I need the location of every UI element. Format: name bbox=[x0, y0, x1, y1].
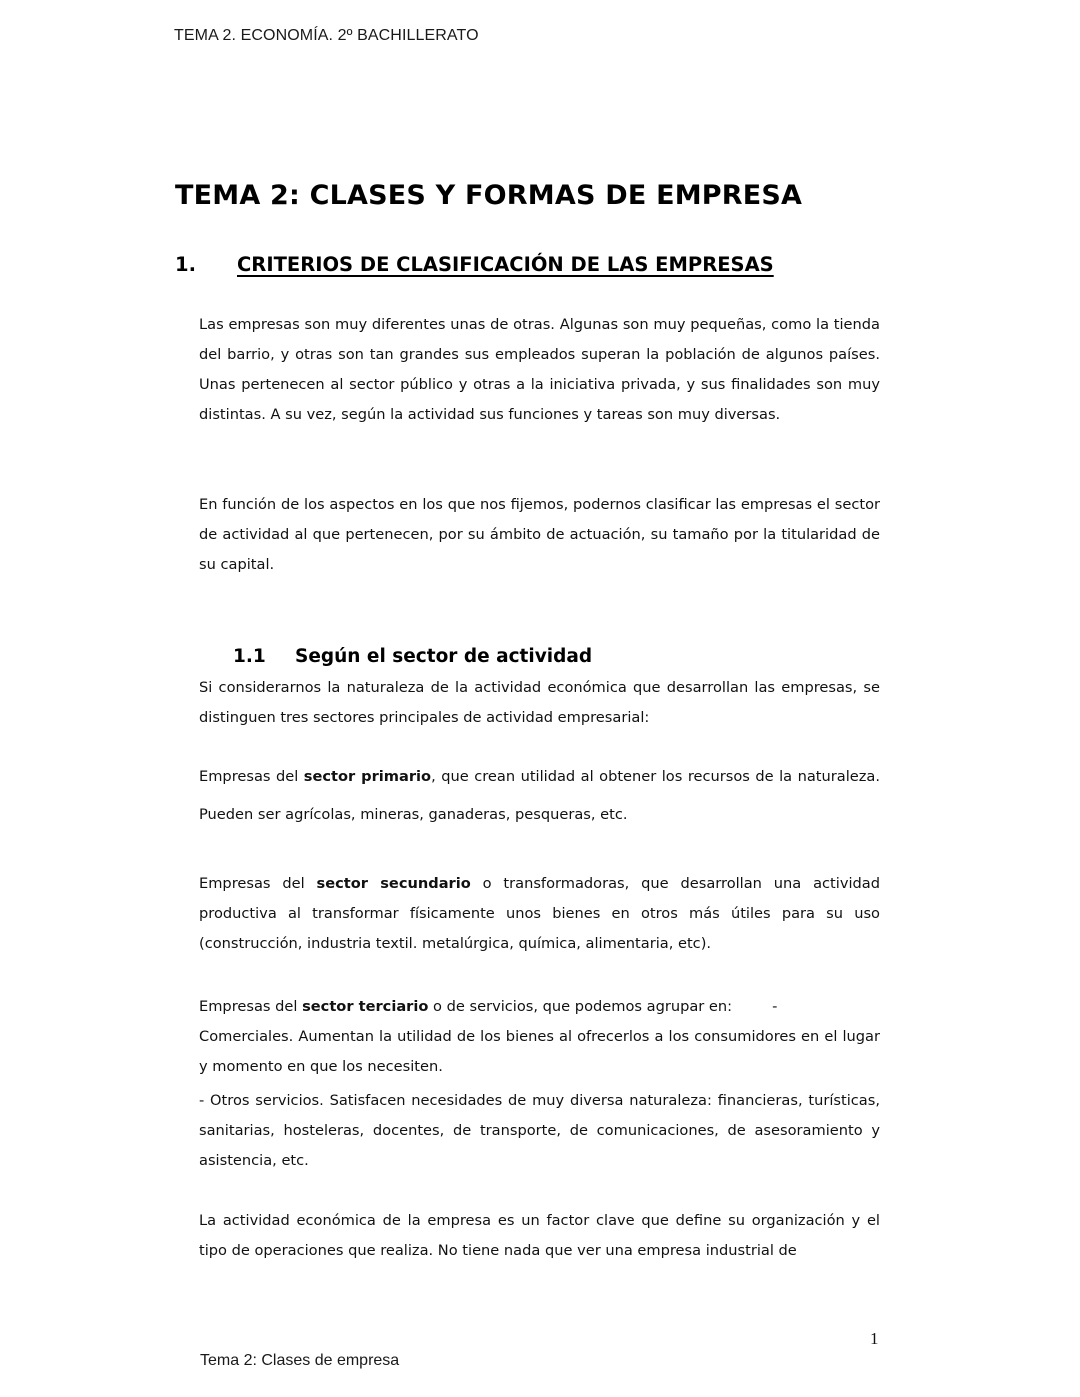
running-header: TEMA 2. ECONOMÍA. 2º BACHILLERATO bbox=[174, 27, 479, 44]
intro-paragraph-2: En función de los aspectos en los que nos fijemos, podernos clasificar las empresas el sector de actividad al que pertenecen, por su ámbito de actuación, su tamaño por la titularidad de su capital. bbox=[199, 496, 880, 573]
primario-suffix: , que crean utilidad al obtener los recursos de la naturaleza. Pueden ser agrícolas, mineras, ganaderas, pesqueras, etc. bbox=[199, 768, 880, 823]
section-heading-1 bbox=[175, 253, 875, 276]
subsection-label: Según el sector de actividad bbox=[295, 646, 593, 667]
closing-paragraph: La actividad económica de la empresa es un factor clave que define su organización y el tipo de operaciones que realiza. No tiene nada que ver una empresa industrial de bbox=[199, 1212, 880, 1259]
terciario-term: sector terciario bbox=[302, 998, 429, 1015]
section-number: 1. bbox=[175, 253, 196, 276]
terciario-dash: - bbox=[772, 998, 778, 1015]
sector-primario-paragraph bbox=[199, 758, 880, 834]
primario-term: sector primario bbox=[303, 768, 432, 785]
sector-intro-paragraph: Si considerarnos la naturaleza de la actividad económica que desarrollan las empresas, se distinguen tres sectores principales de actividad empresarial: bbox=[199, 679, 880, 726]
secundario-prefix: Empresas del bbox=[199, 875, 317, 892]
secundario-term: sector secundario bbox=[316, 875, 471, 892]
page-number: 1 bbox=[870, 1329, 879, 1348]
primario-prefix: Empresas del bbox=[199, 768, 304, 785]
terciario-comerciales: Comerciales. Aumentan la utilidad de los bienes al ofrecerlos a los consumidores en el lugar y momento en que los necesiten. bbox=[199, 1028, 880, 1075]
intro-paragraph-1: Las empresas son muy diferentes unas de otras. Algunas son muy pequeñas, como la tienda del barrio, y otras son tan grandes sus empleados superan la población de algunos países. Unas pertenecen al sector público y otras a la iniciativa privada, y sus finalidades son muy distintas. A su vez, según la actividad sus funciones y tareas son muy diversas. bbox=[199, 316, 880, 423]
terciario-suffix: o de servicios, que podemos agrupar en: bbox=[428, 998, 733, 1015]
sector-secundario-paragraph bbox=[199, 869, 880, 959]
document-title: TEMA 2: CLASES Y FORMAS DE EMPRESA bbox=[175, 180, 803, 211]
terciario-otros-servicios: - Otros servicios. Satisfacen necesidades de muy diversa naturaleza: financieras, turísticas, sanitarias, hosteleras, docentes, de transporte, de comunicaciones, de asesoramiento y asistencia, etc. bbox=[199, 1092, 880, 1169]
sector-terciario-paragraph bbox=[199, 992, 880, 1022]
terciario-prefix: Empresas del bbox=[199, 998, 303, 1015]
secundario-suffix: o transformadoras, que desarrollan una actividad productiva al transformar físicamente unos bienes en otros más útiles para su uso (construcción, industria textil. metalúrgica, química, alimentaria, etc). bbox=[199, 875, 880, 952]
running-footer: Tema 2: Clases de empresa bbox=[200, 1352, 400, 1369]
section-label: CRITERIOS DE CLASIFICACIÓN DE LAS EMPRESAS bbox=[237, 253, 774, 276]
subsection-number: 1.1 bbox=[233, 646, 266, 667]
subsection-heading-1-1 bbox=[233, 646, 592, 667]
